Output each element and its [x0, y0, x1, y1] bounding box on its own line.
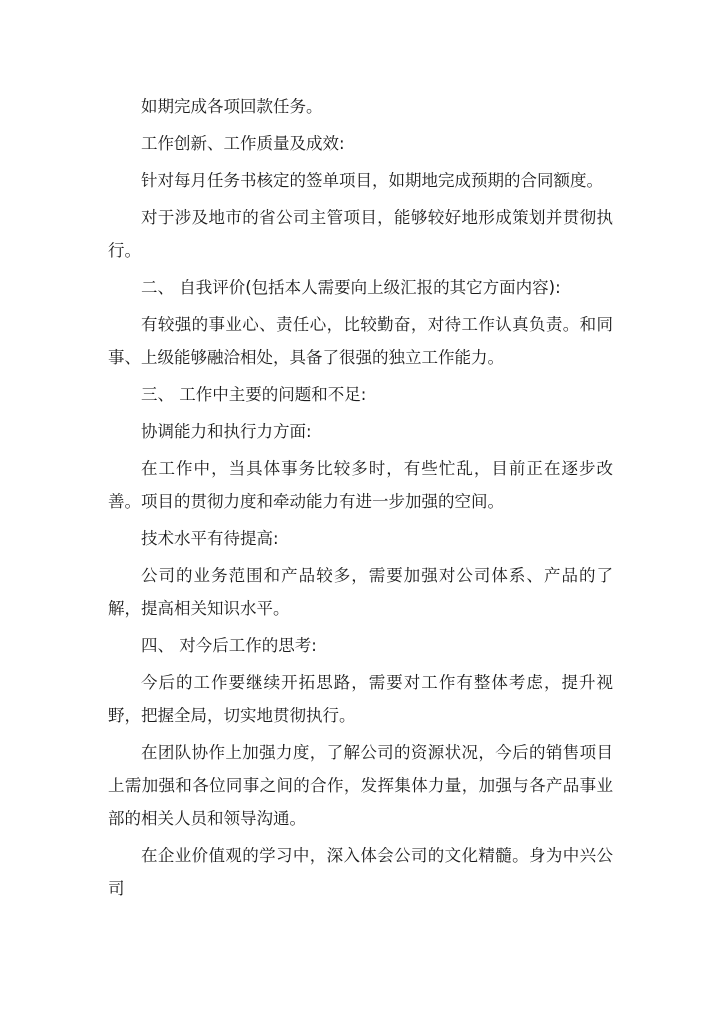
paragraph-innovation-heading: 工作创新、工作质量及成效: [141, 134, 345, 153]
section-three-heading: 三、 工作中主要的问题和不足: [141, 385, 367, 404]
paragraph-provincial-projects: 对于涉及地市的省公司主管项目，能够较好地形成策划并贯彻执行。 [108, 208, 613, 260]
paragraph-product-knowledge: 公司的业务范围和产品较多，需要加强对公司体系、产品的了解，提高相关知识水平。 [108, 566, 613, 618]
paragraph-monthly-tasks: 针对每月任务书核定的签单项目，如期地完成预期的合同额度。 [141, 171, 603, 190]
section-four-heading: 四、 对今后工作的思考: [141, 636, 317, 655]
paragraph-work-issues: 在工作中，当具体事务比较多时，有些忙乱，目前正在逐步改善。项目的贯彻力度和牵动能力有进一步加强的空间。 [108, 459, 613, 511]
paragraph-collection-task: 如期完成各项回款任务。 [141, 97, 323, 116]
section-two-heading: 二、 自我评价(包括本人需要向上级汇报的其它方面内容): [141, 278, 561, 297]
paragraph-corporate-values: 在企业价值观的学习中，深入体会公司的文化精髓。身为中兴公司 [108, 846, 613, 898]
document-body [108, 90, 613, 909]
paragraph-future-thinking: 今后的工作要继续开拓思路，需要对工作有整体考虑，提升视野，把握全局，切实地贯彻执行。 [108, 673, 613, 725]
paragraph-technical-heading: 技术水平有待提高: [141, 529, 279, 548]
paragraph-team-collaboration: 在团队协作上加强力度，了解公司的资源状况，今后的销售项目上需加强和各位同事之间的合作，发挥集体力量，加强与各产品事业部的相关人员和领导沟通。 [108, 743, 613, 828]
paragraph-coordination-heading: 协调能力和执行力方面: [141, 422, 312, 441]
paragraph-self-evaluation: 有较强的事业心、责任心，比较勤奋，对待工作认真负责。和同事、上级能够融洽相处，具备了很强的独立工作能力。 [108, 315, 613, 367]
